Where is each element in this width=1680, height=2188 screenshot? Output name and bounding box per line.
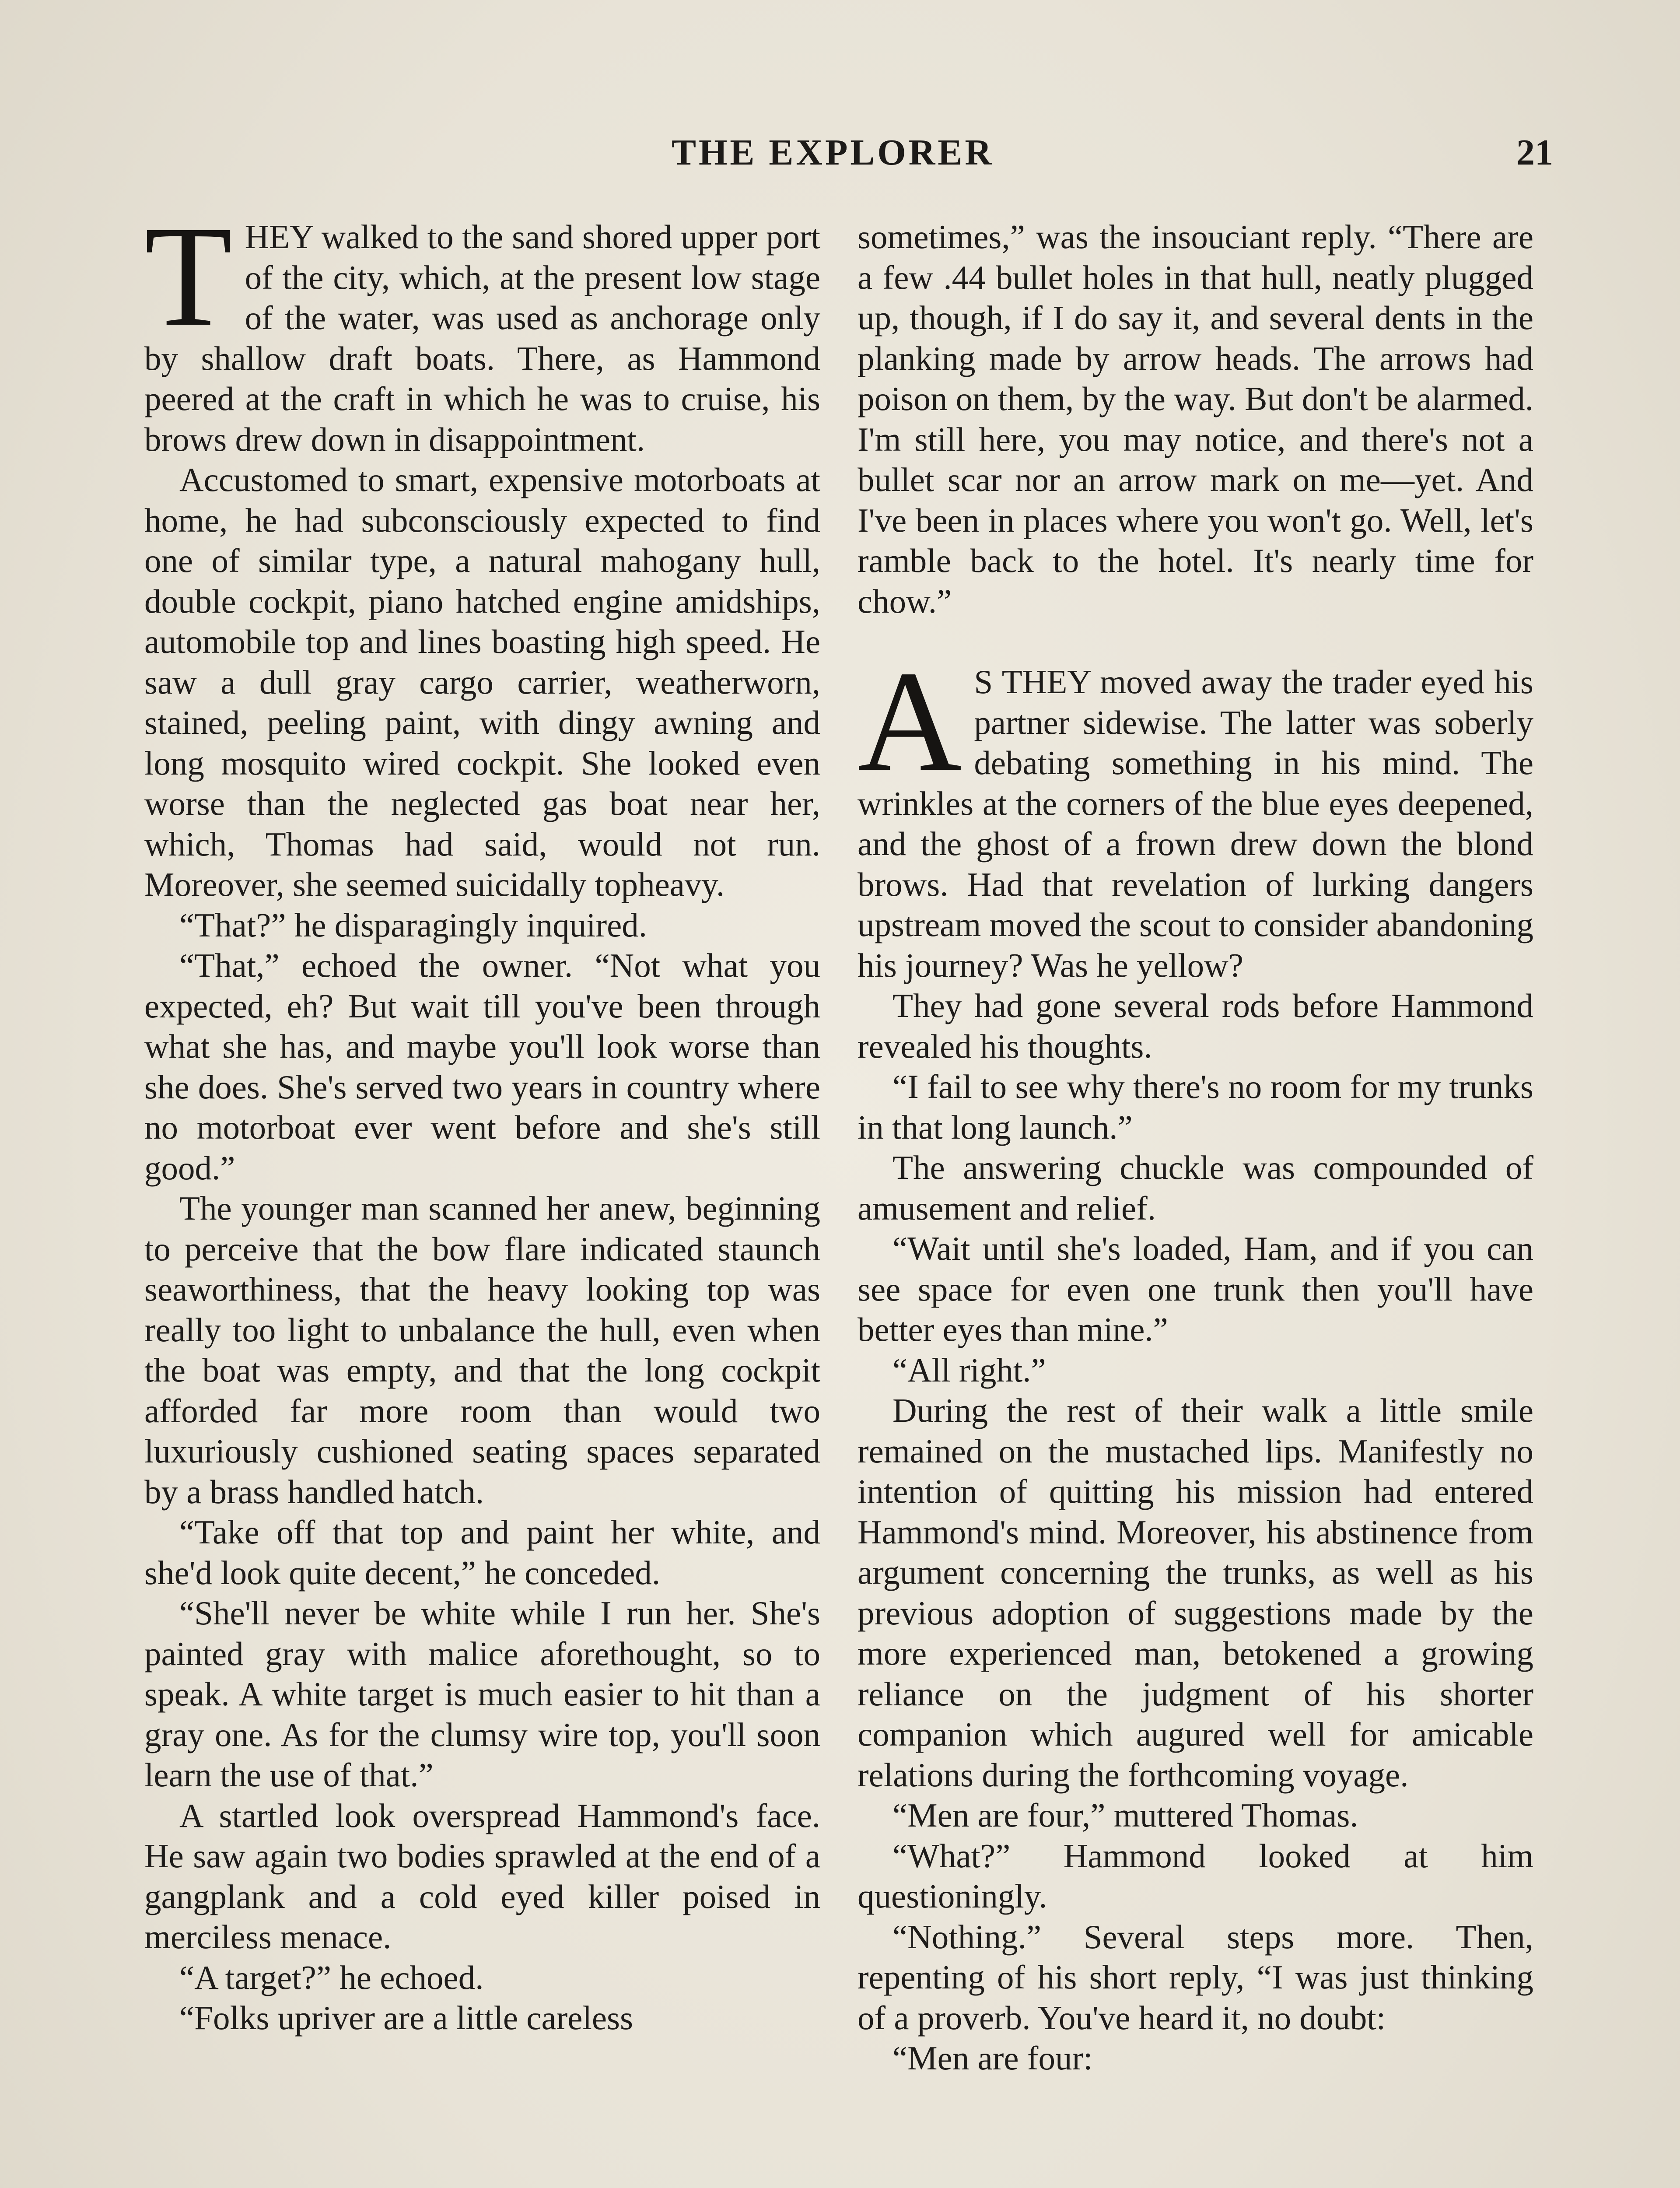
paragraph-21: “Nothing.” Several steps more. Then, repenting of his short reply, “I was just thinking of a proverb. You've heard it, no doubt: <box>858 1918 1533 2037</box>
paragraph-11: sometimes,” was the insouciant reply. “There are a few .44 bullet holes in that hull, neatly plugged up, though, if I do say it, and several dents in the planking made by arrow heads. The arrows had poison on them, by the way. But don't be alarmed. I'm still here, you may notice, and there's not a bullet scar nor an arrow mark on me—yet. And I've been in places where you won't go. Well, let's ramble back to the hotel. It's nearly time for chow.” <box>858 218 1533 620</box>
dropcap-a: A <box>858 642 962 801</box>
paragraph-12 <box>858 642 1533 985</box>
right-column <box>858 217 1533 2079</box>
page-number: 21 <box>1516 132 1553 173</box>
paragraph-10: “Folks upriver are a little careless <box>179 1999 633 2037</box>
paragraph-19: “Men are four,” muttered Thomas. <box>892 1796 1358 1834</box>
paragraph-text: S THEY moved away the trader eyed his partner sidewise. The latter was soberly debating something in his mind. The wrinkles at the corners of the blue eyes deepened, and the ghost of a frown drew down the blond brows. Had that revelation of lurking dangers upstream moved the scout to consider abandoning his journey? Was he yellow? <box>858 663 1533 984</box>
paragraph-1 <box>144 196 820 459</box>
paragraph-3: “That?” he disparagingly inquired. <box>179 906 648 944</box>
paragraph-5: The younger man scanned her anew, beginning to perceive that the bow flare indicated staunch seaworthiness, that the heavy looking top was really too light to unbalance the hull, even when the boat was empty, and that the long cockpit afforded far more room than would two luxuriously cushioned seating spaces separated by a brass handled hatch. <box>144 1189 820 1511</box>
paragraph-7: “She'll never be white while I run her. She's painted gray with malice aforethought, so to speak. A white target is much easier to hit than a gray one. As for the clumsy wire top, you'll soon learn the use of that.” <box>144 1594 820 1794</box>
paragraph-4: “That,” echoed the owner. “Not what you expected, eh? But wait till you've been through what she has, and maybe you'll look worse than she does. She's served two years in country where no motorboat ever went before and she's still good.” <box>144 947 820 1187</box>
paragraph-18: During the rest of their walk a little smile remained on the mustached lips. Manifestly no intention of quitting his mission had entered Hammond's mind. Moreover, his abstinence from argument concerning the trunks, as well as his previous adoption of suggestions made by the more experienced man, betokened a growing reliance on the judgment of his shorter companion which augured well for amicable relations during the forthcoming voyage. <box>858 1392 1533 1794</box>
paragraph-14: “I fail to see why there's no room for my trunks in that long launch.” <box>858 1068 1533 1146</box>
paragraph-6: “Take off that top and paint her white, and she'd look quite decent,” he conceded. <box>144 1513 820 1592</box>
paragraph-9: “A target?” he echoed. <box>179 1958 484 1996</box>
paragraph-20: “What?” Hammond looked at him questioningly. <box>858 1837 1533 1915</box>
paragraph-16: “Wait until she's loaded, Ham, and if you can see space for even one trunk then you'll have better eyes than mine.” <box>858 1230 1533 1348</box>
paragraph-13: They had gone several rods before Hammond revealed his thoughts. <box>858 987 1533 1065</box>
dropcap-t: T <box>144 196 233 356</box>
paragraph-15: The answering chuckle was compounded of amusement and relief. <box>858 1149 1533 1227</box>
paragraph-8: A startled look overspread Hammond's face. He saw again two bodies sprawled at the end of a gangplank and a cold eyed killer poised in merciless menace. <box>144 1796 820 1956</box>
running-head: THE EXPLORER <box>672 132 994 173</box>
paragraph-text: HEY walked to the sand shored upper port of the city, which, at the present low stage of the water, was used as anchorage only by shallow draft boats. There, as Hammond peered at the craft in which he was to cruise, his brows drew down in disappointment. <box>144 218 820 458</box>
paragraph-22: “Men are four: <box>892 2039 1093 2077</box>
paragraph-17: “All right.” <box>892 1351 1046 1389</box>
paragraph-2: Accustomed to smart, expensive motorboats at home, he had subconsciously expected to find one of similar type, a natural mahogany hull, double cockpit, piano hatched engine amidships, automobile top and lines boasting high speed. He saw a dull gray cargo carrier, weatherworn, stained, peeling paint, with dingy awning and long mosquito wired cockpit. She looked even worse than the neglected gas boat near her, which, Thomas had said, would not run. Moreover, she seemed suicidally topheavy. <box>144 461 820 903</box>
left-column <box>144 196 820 2038</box>
